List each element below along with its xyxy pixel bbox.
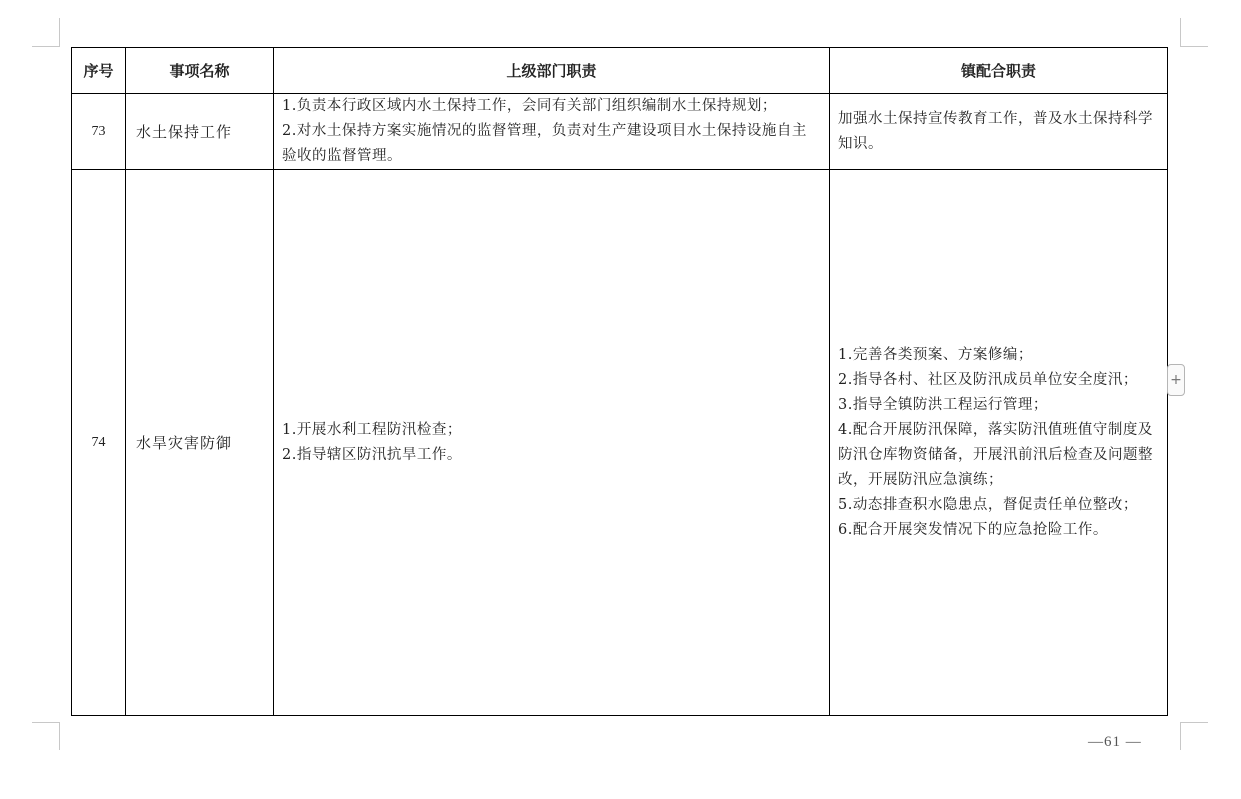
duty-line: 3.指导全镇防洪工程运行管理； bbox=[838, 396, 1048, 413]
duty-line: 2.指导各村、社区及防汛成员单位安全度汛； bbox=[838, 371, 1138, 388]
page-number: —61 — bbox=[1088, 734, 1142, 750]
duty-line: 1.开展水利工程防汛检查； bbox=[282, 421, 462, 438]
header-superior-duty: 上级部门职责 bbox=[274, 48, 830, 94]
row-town-duty bbox=[830, 94, 1168, 170]
duty-line: 2.对水土保持方案实施情况的监督管理，负责对生产建设项目水土保持设施自主验收的监督管理。 bbox=[282, 123, 807, 164]
header-item-name: 事项名称 bbox=[126, 48, 274, 94]
duty-line: 5.动态排查积水隐患点，督促责任单位整改； bbox=[838, 496, 1138, 513]
table-header-row bbox=[72, 48, 1168, 94]
duty-line: 加强水土保持宣传教育工作，普及水土保持科学知识。 bbox=[838, 110, 1153, 152]
table-row bbox=[72, 94, 1168, 170]
expand-table-button[interactable]: + bbox=[1167, 364, 1185, 396]
responsibility-table bbox=[71, 47, 1168, 716]
row-town-duty bbox=[830, 170, 1168, 716]
duty-line: 4.配合开展防汛保障，落实防汛值班值守制度及防汛仓库物资储备，开展汛前汛后检查及问题整改，开展防汛应急演练； bbox=[838, 421, 1153, 488]
row-item-name: 水土保持工作 bbox=[126, 94, 274, 170]
duty-line: 1.负责本行政区域内水土保持工作，会同有关部门组织编制水土保持规划； bbox=[282, 98, 777, 114]
row-index: 74 bbox=[72, 170, 126, 716]
row-superior-duty bbox=[274, 170, 830, 716]
row-index: 73 bbox=[72, 94, 126, 170]
table-row bbox=[72, 170, 1168, 716]
header-town-duty: 镇配合职责 bbox=[830, 48, 1168, 94]
duty-line: 6.配合开展突发情况下的应急抢险工作。 bbox=[838, 521, 1108, 538]
row-item-name: 水旱灾害防御 bbox=[126, 170, 274, 716]
header-index: 序号 bbox=[72, 48, 126, 94]
duty-line: 2.指导辖区防汛抗旱工作。 bbox=[282, 446, 462, 463]
duty-line: 1.完善各类预案、方案修编； bbox=[838, 346, 1033, 363]
row-superior-duty bbox=[274, 94, 830, 170]
